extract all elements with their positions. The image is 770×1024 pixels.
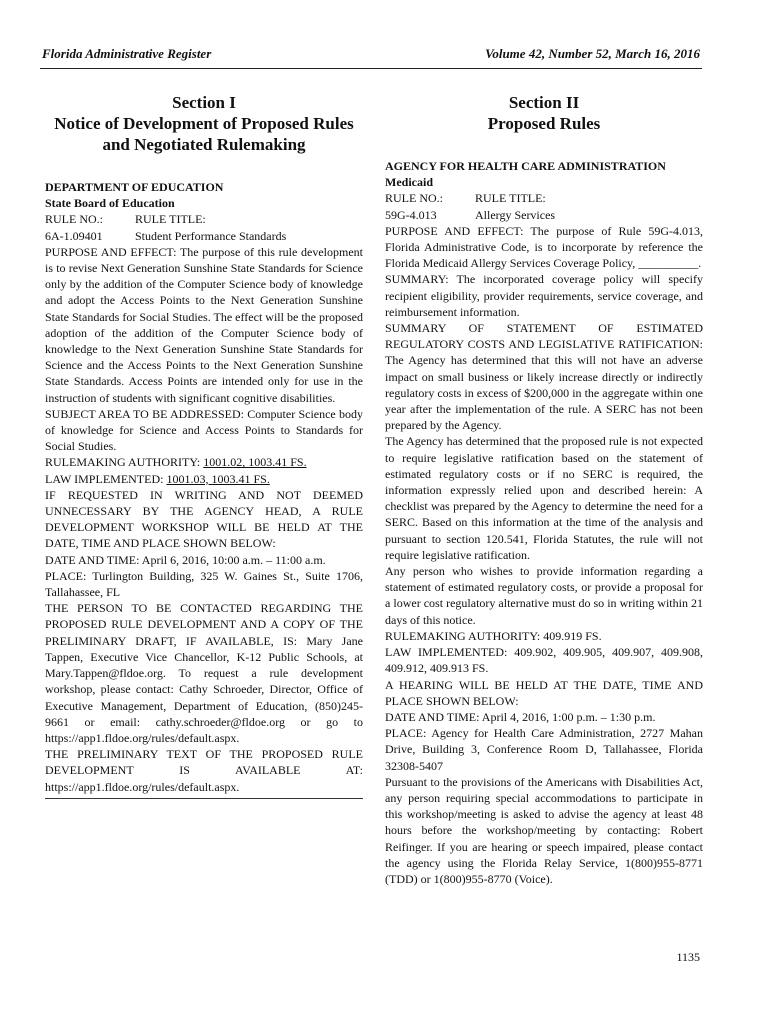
hearing-notice: A HEARING WILL BE HELD AT THE DATE, TIME AND PLACE SHOWN BELOW: — [385, 677, 703, 708]
rule-value-row — [385, 207, 703, 223]
ratification-determination: The Agency has determined that the proposed rule is not expected to require legislative ratification based on the statement of estimated regulatory costs or if no SERC is required, the information expressly relied upon and described herein: A checklist was prepared by the Agency to determine the need for a SERC. Based on this information at the time of the analysis and pursuant to section 120.541, Florida Statutes, the rule will not require legislative ratification. — [385, 434, 703, 562]
workshop-notice: IF REQUESTED IN WRITING AND NOT DEEMED UNNECESSARY BY THE AGENCY HEAD, A RULE DEVELOPMENT WORKSHOP WILL BE HELD AT THE DATE, TIME AND PLACE SHOWN BELOW: — [45, 487, 363, 551]
serc-summary: SUMMARY OF STATEMENT OF ESTIMATED REGULATORY COSTS AND LEGISLATIVE RATIFICATION: The Agency has determined that this will not have an adverse impact on small business or likely increase directly or indirectly regulatory costs in excess of $200,000 in the aggregate within one year after the implementation of the rule. A SERC has not been prepared by the Agency. — [385, 321, 703, 433]
agency-heading: AGENCY FOR HEALTH CARE ADMINISTRATION — [385, 159, 666, 173]
rulemaking-authority — [45, 454, 363, 470]
board-heading: State Board of Education — [45, 196, 175, 211]
law-implemented-link[interactable]: 1001.03, 1003.41 FS. — [166, 471, 270, 486]
ada-notice: Pursuant to the provisions of the Americans with Disabilities Act, any person requiring special accommodations to participate in this workshop/meeting is asked to advise the agency at least 48 hours before the workshop/meeting by contacting: Robert Reifinger. If you are hearing or speech impaired, please contact the agency using the Florida Relay Service, 1(800)955-8771 (TDD) or 1(800)955-8770 (Voice). — [385, 774, 703, 886]
rule-title-label: RULE TITLE: — [135, 212, 206, 227]
hearing-place: PLACE: Agency for Health Care Administration, 2727 Mahan Drive, Building 3, Conference Room D, Tallahassee, Florida 32308-5407 — [385, 726, 703, 773]
rule-no: 59G-4.013 — [385, 207, 437, 222]
section-i-title-line: and Negotiated Rulemaking — [102, 135, 306, 154]
section-ii-title-line: Section II — [508, 93, 580, 112]
law-implemented: LAW IMPLEMENTED: 409.902, 409.905, 409.907, 409.908, 409.912, 409.913 FS. — [385, 645, 703, 676]
section-ii-title-line: Proposed Rules — [487, 114, 601, 133]
rule-value-row — [45, 228, 363, 244]
rule-title: Allergy Services — [475, 207, 556, 222]
purpose-and-effect: PURPOSE AND EFFECT: The purpose of Rule 59G-4.013, Florida Administrative Code, is to incorporate by reference the Florida Medicaid Allergy Services Coverage Policy, __________. — [385, 223, 703, 271]
department-heading: DEPARTMENT OF EDUCATION — [45, 180, 224, 194]
hearing-date-time: DATE AND TIME: April 4, 2016, 1:00 p.m. – 1:30 p.m. — [385, 709, 656, 724]
law-implemented — [45, 471, 363, 487]
division-heading: Medicaid — [385, 175, 433, 190]
section-divider — [45, 798, 363, 799]
section-i-title-line: Notice of Development of Proposed Rules — [54, 114, 354, 133]
law-implemented-label: LAW IMPLEMENTED: — [45, 471, 167, 486]
workshop-date-time: DATE AND TIME: April 6, 2016, 10:00 a.m. – 11:00 a.m. — [45, 552, 326, 567]
purpose-and-effect: PURPOSE AND EFFECT: The purpose of this rule development is to revise Next Generation Sunshine State Standards for Science only by the addition of the Computer Science body of knowledge and adopt the Access Points to the Next Generation Sunshine State Standards for Social Studies. The effect will be the proposed adoption of the addition of the Computer Science body of knowledge to the Next Generation Sunshine State Standards for Science and the Access Points to the Next Generation Sunshine State Standards. Access Points are intended only for use in the instruction of students with significant cognitive disabilities. — [45, 244, 363, 405]
rule-title: Student Performance Standards — [135, 228, 287, 243]
section-i-title-line: Section I — [172, 93, 236, 112]
rule-title-label: RULE TITLE: — [475, 191, 546, 206]
cost-information-request: Any person who wishes to provide information regarding a statement of estimated regulatory costs, or provide a proposal for a lower cost regulatory alternative must do so in writing within 21 days of this notice. — [385, 564, 703, 627]
rulemaking-authority-label: RULEMAKING AUTHORITY: — [45, 455, 204, 470]
left-column — [45, 92, 363, 799]
section-ii-heading — [385, 92, 703, 134]
preliminary-text-url[interactable]: https://app1.fldoe.org/rules/default.aspx. — [45, 779, 240, 794]
subject-area: SUBJECT AREA TO BE ADDRESSED: Computer Science body of knowledge for Science and Access Points to Standards for Social Studies. — [45, 406, 363, 454]
contact-person: THE PERSON TO BE CONTACTED REGARDING THE PROPOSED RULE DEVELOPMENT AND A COPY OF THE PRELIMINARY DRAFT, IF AVAILABLE, IS: Mary Jane Tappen, Executive Vice Chancellor, K-12 Public Schools, at Mary.Tappen@fldoe.org. To request a rule development workshop, please contact: Cathy Schroeder, Director, Office of Executive Management, Department of Education, (850)245-9661 or email: cathy.schroeder@fldoe.org or go to — [45, 601, 363, 729]
rule-label-row — [45, 211, 363, 227]
right-column — [385, 92, 703, 887]
rule-label-row — [385, 190, 703, 206]
section-i-heading — [45, 92, 363, 155]
preliminary-text-notice: THE PRELIMINARY TEXT OF THE PROPOSED RULE DEVELOPMENT IS AVAILABLE AT: — [45, 747, 363, 778]
summary: SUMMARY: The incorporated coverage policy will specify recipient eligibility, provider requirements, service coverage, and reimbursement information. — [385, 272, 703, 319]
rulemaking-authority-link[interactable]: 1001.02, 1003.41 FS. — [203, 455, 307, 470]
volume-issue-date: Volume 42, Number 52, March 16, 2016 — [485, 46, 700, 61]
rule-no-label: RULE NO.: — [385, 191, 443, 206]
running-header — [40, 42, 702, 69]
journal-name: Florida Administrative Register — [42, 46, 212, 61]
rulemaking-authority: RULEMAKING AUTHORITY: 409.919 FS. — [385, 628, 602, 643]
workshop-place: PLACE: Turlington Building, 325 W. Gaines St., Suite 1706, Tallahassee, FL — [45, 568, 363, 600]
rule-no-label: RULE NO.: — [45, 212, 103, 227]
rule-no: 6A-1.09401 — [45, 228, 103, 243]
page-number: 1135 — [676, 950, 700, 964]
contact-url[interactable]: https://app1.fldoe.org/rules/default.aspx. — [45, 730, 240, 745]
